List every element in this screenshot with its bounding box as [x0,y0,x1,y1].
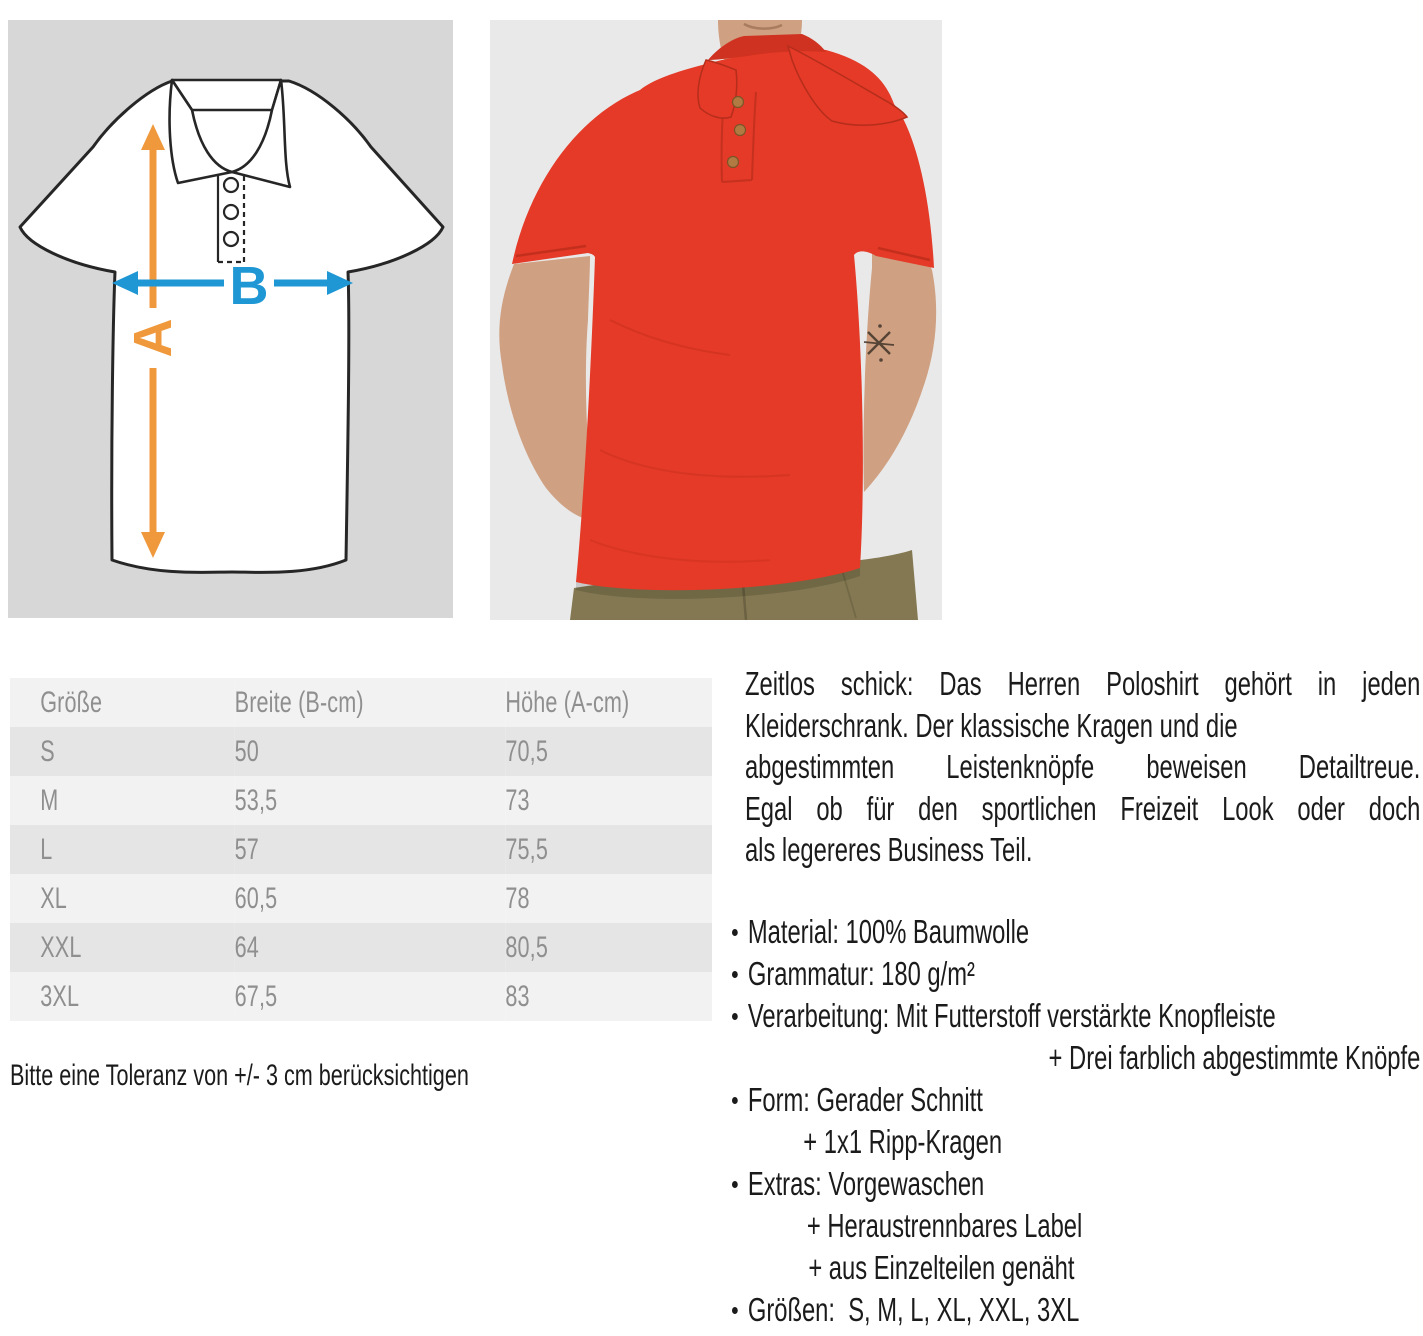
cell-width: 53,5 [234,783,278,817]
column-header-size: Größe [40,685,103,719]
model-photo-illustration [490,20,942,620]
spec-text: + Heraustrennbares Label [806,1206,1083,1244]
polo-measurement-illustration [8,20,453,618]
cell-width: 67,5 [234,979,278,1013]
cell-width: 57 [234,832,259,866]
cell-width: 60,5 [234,881,278,915]
spec-text: + 1x1 Ripp-Kragen [803,1122,1003,1160]
intro-line: Zeitlos schick: Das Herren Poloshirt gehört in jeden [744,665,1421,702]
column-header-width: Breite (B-cm) [234,685,364,719]
spec-text: Material: 100% Baumwolle [747,912,1030,950]
size-table [10,678,712,1021]
table-row [10,825,712,874]
cell-size: 3XL [40,979,80,1013]
cell-size: L [40,832,53,866]
spec-text: Größen: S, M, L, XL, XXL, 3XL [747,1290,1080,1328]
spec-text: Verarbeitung: Mit Futterstoff verstärkte Knopfleiste [747,996,1276,1034]
intro-line: abgestimmten Leistenknöpfe beweisen Detailtreue. [744,748,1421,785]
spec-list [732,911,1420,1331]
bullet-dot [732,1181,738,1188]
spec-item-extras [732,1163,1420,1205]
table-row [10,727,712,776]
spec-text: Form: Gerader Schnitt [747,1080,983,1118]
product-description [732,663,1420,1331]
intro-line: als legereres Business Teil. [744,831,1033,868]
bullet-dot [732,929,738,936]
spec-subitem [732,1037,1420,1079]
size-table-header-row [10,678,712,727]
tolerance-note: Bitte eine Toleranz von +/- 3 cm berücksichtigen [10,1059,469,1092]
spec-subitem [732,1121,1420,1163]
table-row [10,874,712,923]
spec-text: Extras: Vorgewaschen [747,1164,985,1202]
spec-text: + aus Einzelteilen genäht [808,1248,1075,1286]
product-photo [490,20,942,620]
cell-height: 75,5 [505,832,548,866]
cell-size: S [40,734,55,768]
measure-a-label: A [123,318,183,358]
cell-height: 80,5 [505,930,548,964]
spec-item-groessen [732,1289,1420,1331]
cell-width: 64 [234,930,259,964]
bullet-dot [732,971,738,978]
table-row [10,776,712,825]
measure-b-label: B [229,256,269,316]
cell-size: M [40,783,59,817]
spec-item-verarbeitung [732,995,1420,1037]
column-header-height: Höhe (A-cm) [505,685,630,719]
cell-height: 73 [505,783,530,817]
cell-size: XL [40,881,67,915]
cell-size: XXL [40,930,82,964]
spec-subitem [732,1205,1420,1247]
cell-height: 70,5 [505,734,548,768]
intro-line: Kleiderschrank. Der klassische Kragen und die [744,706,1238,744]
bullet-dot [732,1097,738,1104]
spec-subitem [732,1247,1420,1289]
cell-width: 50 [234,734,259,768]
spec-text: + Drei farblich abgestimmte Knöpfe [1048,1038,1421,1076]
spec-item-form [732,1079,1420,1121]
button-icon [224,205,238,219]
bullet-dot [732,1013,738,1020]
table-row [10,923,712,972]
cell-height: 83 [505,979,530,1013]
button-icon [224,178,238,192]
spec-text: Grammatur: 180 g/m² [747,954,975,992]
button-icon [224,232,238,246]
intro-line: Egal ob für den sportlichen Freizeit Look oder doch [744,789,1421,827]
spec-item-material [732,911,1420,953]
spec-item-grammatur [732,953,1420,995]
bullet-dot [732,1307,738,1314]
cell-height: 78 [505,881,530,915]
description-intro [732,663,1420,871]
table-row [10,972,712,1021]
size-diagram [8,20,453,618]
